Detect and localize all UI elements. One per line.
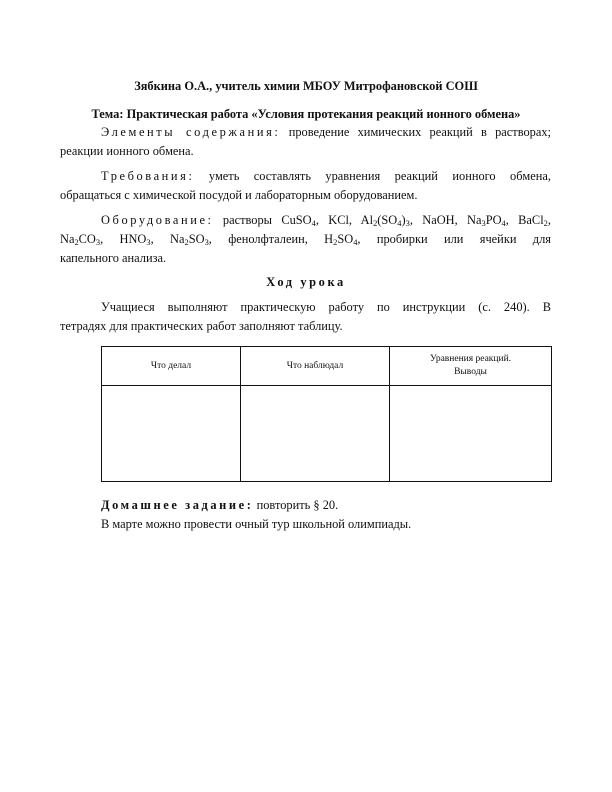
formula-text: PO xyxy=(485,213,502,227)
homework-text: повторить § 20. xyxy=(256,498,339,512)
formula-subscript: 2 xyxy=(373,218,378,229)
formula-text: , пробирки или ячейки для xyxy=(357,232,551,246)
formula-text: SO xyxy=(188,232,205,246)
header-what-did: Что делал xyxy=(102,347,241,386)
formula-text: Na xyxy=(60,232,75,246)
formula-text: CO xyxy=(78,232,96,246)
formula-text: (SO xyxy=(377,213,398,227)
formula-text: ) xyxy=(401,213,406,227)
header-equations xyxy=(390,347,552,386)
course-heading: Ход урока xyxy=(266,275,346,289)
formula-text: , KCl, Al xyxy=(315,213,374,227)
formula-text: SO xyxy=(337,232,354,246)
formula-subscript: 3 xyxy=(146,237,151,248)
formula-text: , HNO xyxy=(100,232,147,246)
header-equations-line1: Уравнения реакций. xyxy=(429,354,512,364)
formula-subscript: 3 xyxy=(481,218,486,229)
requirements-text-1: уметь составлять уравнения реакций ионного обмена, xyxy=(208,169,551,183)
formula-text: , NaOH, Na xyxy=(409,213,482,227)
instruction-text-2: тетрадях для практических работ заполняют таблицу. xyxy=(60,319,343,333)
requirements-text-2: обращаться с химической посудой и лабораторным оборудованием. xyxy=(60,188,418,202)
formula-text: , BaCl xyxy=(505,213,544,227)
table-header-row xyxy=(102,347,552,386)
formula-subscript: 4 xyxy=(353,237,358,248)
formula-subscript: 4 xyxy=(311,218,316,229)
formula-text: растворы CuSO xyxy=(222,213,312,227)
elements-text-2: реакции ионного обмена. xyxy=(60,144,194,158)
formula-text: , фенолфталеин, H xyxy=(208,232,334,246)
equipment-line-1 xyxy=(101,212,551,228)
table-cell-what-observed xyxy=(241,386,390,482)
formula-text: , Na xyxy=(150,232,185,246)
formula-subscript: 3 xyxy=(95,237,101,248)
equipment-text-3: капельного анализа. xyxy=(60,251,167,265)
header-conclusions: Выводы xyxy=(454,367,487,377)
elements-line-1 xyxy=(101,124,551,140)
requirements-line-1 xyxy=(101,168,551,184)
formula-subscript: 2 xyxy=(333,237,338,248)
formula-subscript: 2 xyxy=(184,237,189,248)
lesson-topic: Тема: Практическая работа «Условия протекания реакций ионного обмена» xyxy=(91,107,521,121)
requirements-label: Требования: xyxy=(101,169,195,183)
formula-subscript: 4 xyxy=(397,218,402,229)
instruction-text-1: Учащиеся выполняют практическую работу по инструкции (с. 240). В xyxy=(101,300,551,314)
observation-table xyxy=(101,346,552,482)
table-cell-equations xyxy=(390,386,552,482)
homework-line xyxy=(101,497,338,513)
formula-subscript: 2 xyxy=(543,218,548,229)
formula-subscript: 3 xyxy=(204,237,209,248)
formula-text: , xyxy=(547,213,551,227)
author-header: Зябкина О.А., учитель химии МБОУ Митрофановской СОШ xyxy=(134,79,478,93)
table-cell-what-did xyxy=(102,386,241,482)
homework-label: Домашнее задание: xyxy=(101,498,254,512)
formula-subscript: 3 xyxy=(405,218,410,229)
elements-text-1: проведение химических реакций в растворах; xyxy=(288,125,551,139)
equipment-text-2 xyxy=(60,232,551,246)
formula-subscript: 4 xyxy=(501,218,506,229)
equipment-text-1 xyxy=(223,213,551,227)
header-what-observed: Что наблюдал xyxy=(241,347,390,386)
table-row xyxy=(102,386,552,482)
olympiad-note: В марте можно провести очный тур школьной олимпиады. xyxy=(101,517,412,531)
equipment-line-2 xyxy=(60,231,551,247)
formula-subscript: 2 xyxy=(74,237,79,248)
elements-label: Элементы содержания: xyxy=(101,125,281,139)
equipment-label: Оборудование: xyxy=(101,213,214,227)
